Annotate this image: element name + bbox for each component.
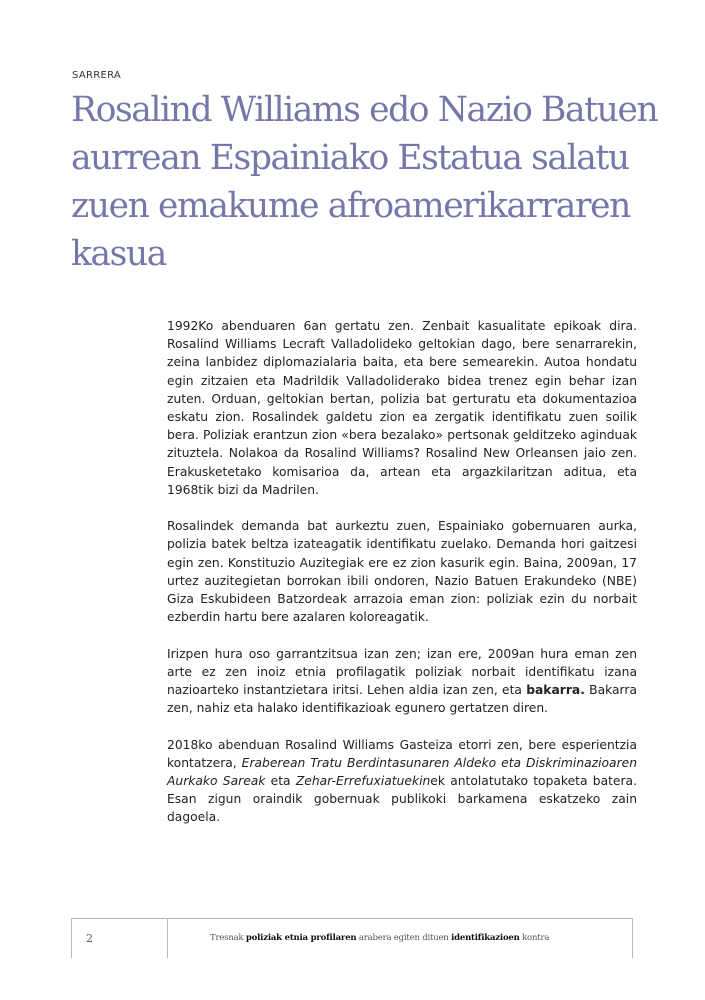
running-head-bold-b: identifikazioen [451,933,520,943]
running-head-text-c: kontra [519,933,550,943]
paragraph-4-text-c: ek antolatutako topaketa batera. Esan zigun oraindik gobernuak publikoki barkamena eskatzeko zain dagoela. [167,774,637,825]
running-head [210,933,549,943]
paragraph-3-emphasis: bakarra. [526,683,585,698]
paragraph-3-text-b: Bakarra zen, nahiz eta halako identifikazioak egunero gertatzen diren. [167,683,637,716]
paragraph-1: 1992Ko abenduaren 6an gertatu zen. Zenbait kasualitate epikoak dira. Rosalind Williams Lecraft Valladolideko geltokian dago, bere senarrarekin, zeina lanbidez diplomazialaria baita, eta bere semearekin. Autoa hondatu egin zitzaien eta Madrildik Valladoliderako bidea trenez egin behar izan zuten. Orduan, geltokian bertan, polizia bat gerturatu eta dokumentazioa eskatu zion. Rosalindek galdetu zion ea zergatik identifikatu zuen soilik bera. Poliziak erantzun zion «bera bezalako» pertsonak gelditzeko aginduak zituztela. Nolakoa da Rosalind Williams? Rosalind New Orleansen jaio zen. Erakusketetako komisarioa da, artean eta argazkilaritzan aditua, eta 1968tik bizi da Madrilen. [167,319,637,497]
section-label: SARRERA [72,70,122,81]
page-footer [71,918,633,958]
paragraph-3-text-a: Irizpen hura oso garrantzitsua izan zen; izan ere, 2009an hura eman zen arte ez zen inoiz etnia profilagatik poliziak norbait identifikatu izana nazioarteko instantzietara iritsi. Lehen aldia izan zen, eta [167,646,637,698]
page-number: 2 [86,932,93,945]
page-title: Rosalind Williams edo Nazio Batuen aurrean Espainiako Estatua salatu zuen emakume afroamerikarraren kasua [71,90,658,274]
running-head-text-a: Tresnak [210,933,246,943]
article-body [167,317,637,845]
paragraph-2: Rosalindek demanda bat aurkeztu zuen, Espainiako gobernuaren aurka, polizia batek beltza izateagatik identifikatu zuelako. Demanda hori gaitzesi egin zen. Konstituzio Auzitegiak ere ez zion kasurik egin. Baina, 2009an, 17 urtez auzitegietan borrokan ibili ondoren, Nazio Batuen Erakundeko (NBE) Giza Eskubideen Batzordeak arrazoia eman zion: poliziak ezin du norbait ezberdin hartu bere azalaren koloreagatik. [167,519,637,625]
paragraph-3 [167,645,637,718]
running-head-text-b: arabera egiten dituen [356,933,452,943]
paragraph-4-organization-1: Eraberean Tratu Berdintasunaren Aldeko eta Diskriminazioaren Aurkako Sareak [167,755,638,789]
paragraph-4 [167,736,637,827]
running-head-bold-a: poliziak etnia profilaren [245,933,357,943]
paragraph-4-text-b: eta [265,774,296,789]
paragraph-4-text-a: 2018ko abenduan Rosalind Williams Gasteiza etorri zen, bere esperientzia kontatzera, [167,737,637,770]
paragraph-4-organization-2: Zehar-Errefuxiatuekin [295,774,431,789]
footer-divider [167,919,168,958]
